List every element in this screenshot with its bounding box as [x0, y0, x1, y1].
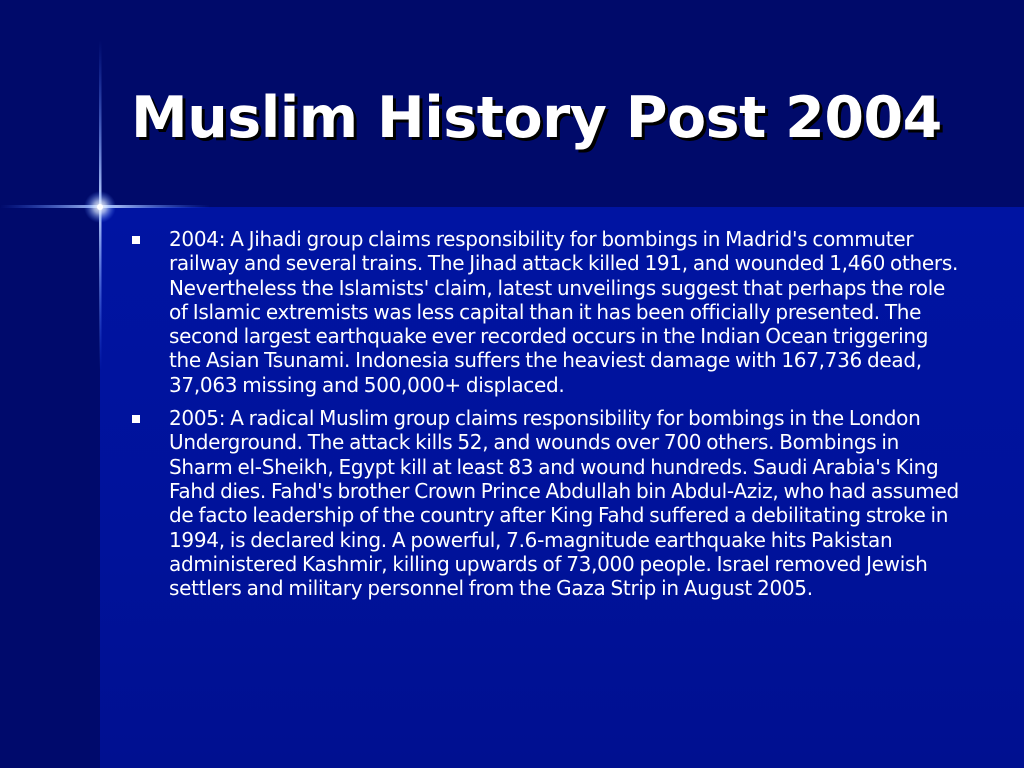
left-band: [0, 207, 100, 768]
bullet-item-2005: [130, 406, 960, 600]
bullet-item-2004: [130, 227, 960, 397]
bullet-text: 2005: A radical Muslim group claims responsibility for bombings in the London Underground. The attack kills 52, and wounds over 700 others. Bombings in Sharm el-Sheikh, Egypt kill at least 83 and wound hundreds. Saudi Arabia's King Fahd dies. Fahd's brother Crown Prince Abdullah bin Abdul-Aziz, who had assumed de facto leadership of the country after King Fahd suffered a debilitating stroke in 1994, is declared king. A powerful, 7.6-magnitude earthquake hits Pakistan administered Kashmir, killing upwards of 73,000 people. Israel removed Jewish settlers and military personnel from the Gaza Strip in August 2005.: [169, 406, 959, 601]
bullet-text: 2004: A Jihadi group claims responsibility for bombings in Madrid's commuter railway and several trains. The Jihad attack killed 191, and wounded 1,460 others. Nevertheless the Islamists' claim, latest unveilings suggest that perhaps the role of Islamic extremists was less capital than it has been officially presented. The second largest earthquake ever recorded occurs in the Indian Ocean triggering the Asian Tsunami. Indonesia suffers the heaviest damage with 167,736 dead, 37,063 missing and 500,000+ displaced.: [169, 227, 959, 397]
bullet-list: [130, 227, 960, 609]
square-bullet-icon: [132, 415, 140, 423]
slide-title: Muslim History Post 2004: [131, 85, 942, 151]
square-bullet-icon: [132, 236, 140, 244]
